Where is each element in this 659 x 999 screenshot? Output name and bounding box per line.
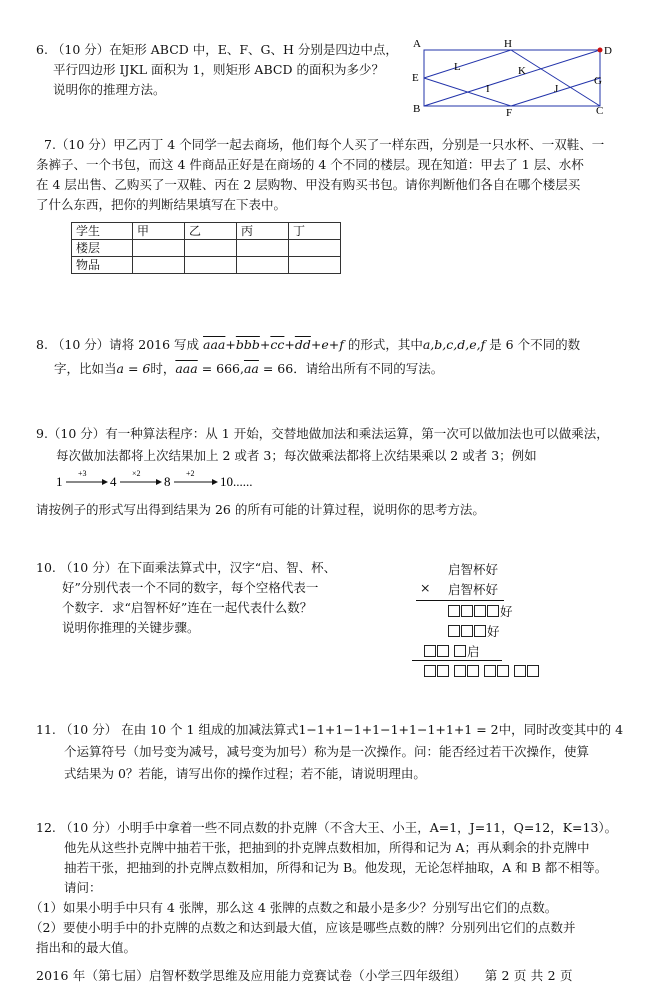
q12-line4: 请问： [64,880,102,895]
q9-line1: 9.（10 分）有一种算法程序：从 1 开始，交替地做加法和乘法运算，第一次可以做加法也可以做乘法， [36,426,609,441]
mult-result [424,664,540,679]
table-row [72,223,341,240]
table-row [72,257,341,274]
q9-line2: 每次做加法都将上次结果加上 2 或者 3；每次做乘法都将上次结果乘以 2 或者 3；例如 [56,448,537,463]
label-k: K [518,65,526,77]
chain-op1: +3 [78,469,87,478]
q11-line2: 个运算符号（加号变为减号，减号变为加号）称为是一次操作。问：能否经过若干次操作，使算 [64,744,590,759]
label-i: I [486,83,490,95]
q10-line3: 个数字．求“启智杯好”连在一起代表什么数？ [62,600,313,615]
table-header-cell: 乙 [185,223,237,240]
label-g: G [594,75,602,87]
q10-line2: 好”分别代表一个不同的数字，每个空格代表一 [62,580,319,595]
question-9 [36,423,646,467]
question-11 [36,719,646,785]
table-cell: 楼层 [72,240,133,257]
table-cell: 物品 [72,257,133,274]
q7-line3: 在 4 层出售、乙购买了一双鞋、丙在 2 层购物、甲没有购买书包。请你判断他们各自在哪个楼层买 [36,177,581,192]
q7-line2: 条裤子、一个书包，而这 4 件商品正好是在商场的 4 个不同的楼层。现在知道：甲去了 1 层、水杯 [36,157,584,172]
table-cell [237,257,289,274]
chain-n3: 8 [164,474,171,489]
label-b: B [413,103,421,115]
q12-line3: 抽若干张，把抽到的扑克牌点数相加，所得和记为 B。他发现，无论怎样抽取，A 和 B 都不相等。 [64,860,608,875]
label-l: L [454,61,461,73]
rectangle-diagram [410,36,612,119]
q11-line1: 11. （10 分） 在由 10 个 1 组成的加减法算式1−1+1−1+1−1+1−1+1+1 = 2中，同时改变其中的 4 [36,722,624,737]
chain-op3: +2 [186,469,195,478]
label-d: D [604,45,612,57]
question-10 [36,558,366,638]
question-8 [36,333,636,381]
table-header-cell: 甲 [133,223,185,240]
page-footer [36,966,573,984]
q12-line2: 他先从这些扑克牌中抽若干张，把抽到的扑克牌点数相加，所得和记为 A；再从剩余的扑克牌中 [64,840,590,855]
q12-line7: 指出和的最大值。 [36,940,137,955]
mult-line-2 [412,660,502,661]
footer-page-number: 第 2 页 共 2 页 [484,968,573,983]
footer-title: 2016 年（第七届）启智杯数学思维及应用能力竞赛试卷（小学三四年级组） [36,968,467,983]
q10-line1: 10. （10 分）在下面乘法算式中，汉字“启、智、杯、 [36,560,337,575]
label-e: E [412,72,419,84]
table-cell [133,240,185,257]
q6-line3: 说明你的推理方法。 [53,82,166,97]
q7-line4: 了什么东西，把你的判断结果填写在下表中。 [36,197,287,212]
mult-row-2: 启智杯好 [448,582,499,597]
question-9-instruction [36,500,646,520]
table-cell [185,240,237,257]
chain-n2: 4 [110,474,117,489]
question-6 [36,40,406,100]
q9-line3: 请按例子的形式写出得到结果为 26 的所有可能的计算过程，说明你的思考方法。 [36,502,485,517]
mult-row-4: 好 [448,622,500,640]
chain-n4: 10...... [220,474,253,489]
q8-line2: 字，比如当a = 6时，$\overline{aaa} = 666,\overline{aa} = 66$．请给出所有不同的写法。 [54,361,444,376]
q10-line4: 说明你推理的关键步骤。 [62,620,200,635]
mult-line-1 [416,600,504,601]
table-cell [185,257,237,274]
q8-line1: 8. （10 分）请将 2016 写成 $\overline{aaa}+\overline{bbb}+\overline{cc}+\overline{dd}+e+f$ 的形式，其中a,b,c,d,e,f 是 6 个不同的数 [36,337,581,352]
q12-line1: 12. （10 分）小明手中拿着一些不同点数的扑克牌（不含大王、小王，A=1，J=11，Q=12，K=13）。 [36,820,618,835]
label-a: A [413,38,421,50]
label-f: F [506,107,513,119]
q6-line1: 6. （10 分）在矩形 ABCD 中，E、F、G、H 分别是四边中点， [36,42,398,57]
table-cell [133,257,185,274]
table-cell [289,240,341,257]
answer-table [71,222,341,274]
operation-chain [52,466,312,492]
q11-line3: 式结果为 0？若能，请写出你的操作过程；若不能，请说明理由。 [64,766,426,781]
label-c: C [596,105,604,117]
multiplication-puzzle [410,560,530,680]
mult-row-5: 启 [424,642,480,660]
q12-line6: （2）要使小明手中的扑克牌的点数之和达到最大值，应该是哪些点数的牌？分别列出它们的点数并 [30,920,576,935]
q6-line2: 平行四边形 IJKL 面积为 1，则矩形 ABCD 的面积为多少？ [53,62,384,77]
mult-times: × [420,580,431,595]
question-12 [30,818,651,958]
label-j: J [554,83,559,95]
chain-n1: 1 [56,474,63,489]
q7-line1: 7.（10 分）甲乙丙丁 4 个同学一起去商场，他们每个人买了一样东西，分别是一只水杯、一双鞋、一 [44,137,605,152]
q12-line5: （1）如果小明手中只有 4 张牌，那么这 4 张牌的点数之和最小是多少？分别写出它们的点数。 [30,900,558,915]
table-row [72,240,341,257]
table-header-cell: 学生 [72,223,133,240]
table-header-cell: 丙 [237,223,289,240]
table-header-cell: 丁 [289,223,341,240]
table-cell [289,257,341,274]
table-cell [237,240,289,257]
chain-op2: ×2 [132,469,141,478]
mult-row-1: 启智杯好 [448,562,499,577]
mult-row-3: 好 [448,602,513,620]
question-7 [36,135,644,215]
label-h: H [504,38,512,50]
